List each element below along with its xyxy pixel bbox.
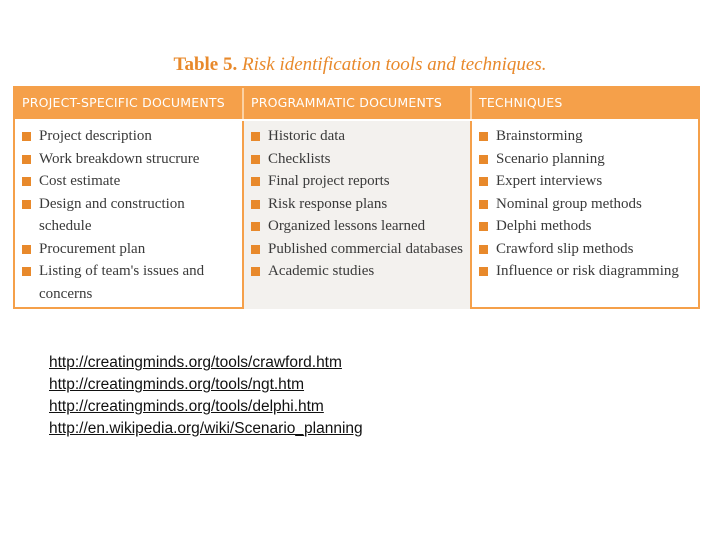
list-item-text: Project description (39, 128, 152, 144)
list-item (22, 170, 238, 193)
list-item-text: Cost estimate (39, 173, 121, 189)
square-bullet-icon (479, 177, 488, 186)
square-bullet-icon (479, 245, 488, 254)
square-bullet-icon (479, 222, 488, 231)
list-item (251, 170, 466, 193)
square-bullet-icon (251, 245, 260, 254)
square-bullet-icon (251, 132, 260, 141)
list-item (251, 260, 466, 283)
header-techniques: TECHNIQUES (479, 95, 563, 110)
list-item (251, 125, 466, 148)
square-bullet-icon (479, 267, 488, 276)
project-specific-documents-column (15, 121, 244, 309)
reference-links (49, 352, 363, 440)
list-item-text: Risk response plans (268, 195, 388, 212)
risk-identification-table (13, 86, 700, 309)
list-item (251, 148, 466, 171)
list-item (479, 238, 694, 261)
square-bullet-icon (251, 267, 260, 276)
list-item-text: Nominal group methods (496, 195, 642, 212)
list-item-text: Scenario planning (496, 150, 605, 167)
square-bullet-icon (251, 177, 260, 186)
header-programmatic-documents: PROGRAMMATIC DOCUMENTS (244, 88, 472, 119)
square-bullet-icon (22, 267, 31, 276)
techniques-column (472, 121, 698, 309)
list-item-text: Final project reports (268, 173, 390, 189)
programmatic-documents-column (244, 121, 472, 309)
list-item-text: Design and construction schedule (39, 195, 185, 234)
list-item-text: Published commercial databases (268, 240, 463, 257)
square-bullet-icon (22, 132, 31, 141)
link-crawford[interactable]: http://creatingminds.org/tools/crawford.htm (49, 354, 342, 371)
list-item (22, 125, 238, 148)
link-delphi[interactable]: http://creatingminds.org/tools/delphi.htm (49, 398, 324, 415)
list-item (479, 148, 694, 171)
list-item-text: Work breakdown strucrure (39, 150, 200, 167)
header-project-specific-documents: PROJECT-SPECIFIC DOCUMENTS (15, 88, 244, 119)
table-title-text: Risk identification tools and techniques. (241, 54, 547, 75)
list-item-text: Listing of team's issues and concerns (39, 263, 205, 302)
square-bullet-icon (479, 155, 488, 164)
list-item-text: Influence or risk diagramming (496, 263, 679, 279)
list-item-text: Checklists (268, 150, 331, 167)
list-item-text: Delphi methods (496, 218, 592, 234)
list-item (22, 238, 238, 261)
square-bullet-icon (479, 200, 488, 209)
list-item (479, 260, 694, 283)
table-body-row (15, 119, 698, 309)
link-ngt[interactable]: http://creatingminds.org/tools/ngt.htm (49, 376, 305, 393)
square-bullet-icon (22, 155, 31, 164)
list-item-text: Brainstorming (496, 128, 583, 144)
list-item-text: Procurement plan (39, 240, 146, 257)
list-item (479, 215, 694, 238)
square-bullet-icon (479, 132, 488, 141)
list-item (479, 125, 694, 148)
square-bullet-icon (251, 222, 260, 231)
list-item (22, 260, 238, 305)
square-bullet-icon (251, 155, 260, 164)
list-item (251, 215, 466, 238)
table-header-row (15, 88, 698, 119)
list-item-text: Organized lessons learned (268, 218, 426, 234)
table-title-number: Table 5. (173, 54, 238, 75)
list-item (479, 170, 694, 193)
list-item-text: Historic data (268, 128, 346, 144)
list-item (251, 238, 466, 261)
table-title (0, 54, 720, 76)
link-scenario-planning[interactable]: http://en.wikipedia.org/wiki/Scenario_planning (49, 420, 363, 437)
list-item-text: Crawford slip methods (496, 240, 634, 257)
list-item (479, 193, 694, 216)
list-item-text: Academic studies (268, 263, 375, 279)
square-bullet-icon (251, 200, 260, 209)
list-item-text: Expert interviews (496, 173, 603, 189)
square-bullet-icon (22, 200, 31, 209)
square-bullet-icon (22, 245, 31, 254)
list-item (251, 193, 466, 216)
square-bullet-icon (22, 177, 31, 186)
list-item (22, 193, 238, 238)
list-item (22, 148, 238, 171)
